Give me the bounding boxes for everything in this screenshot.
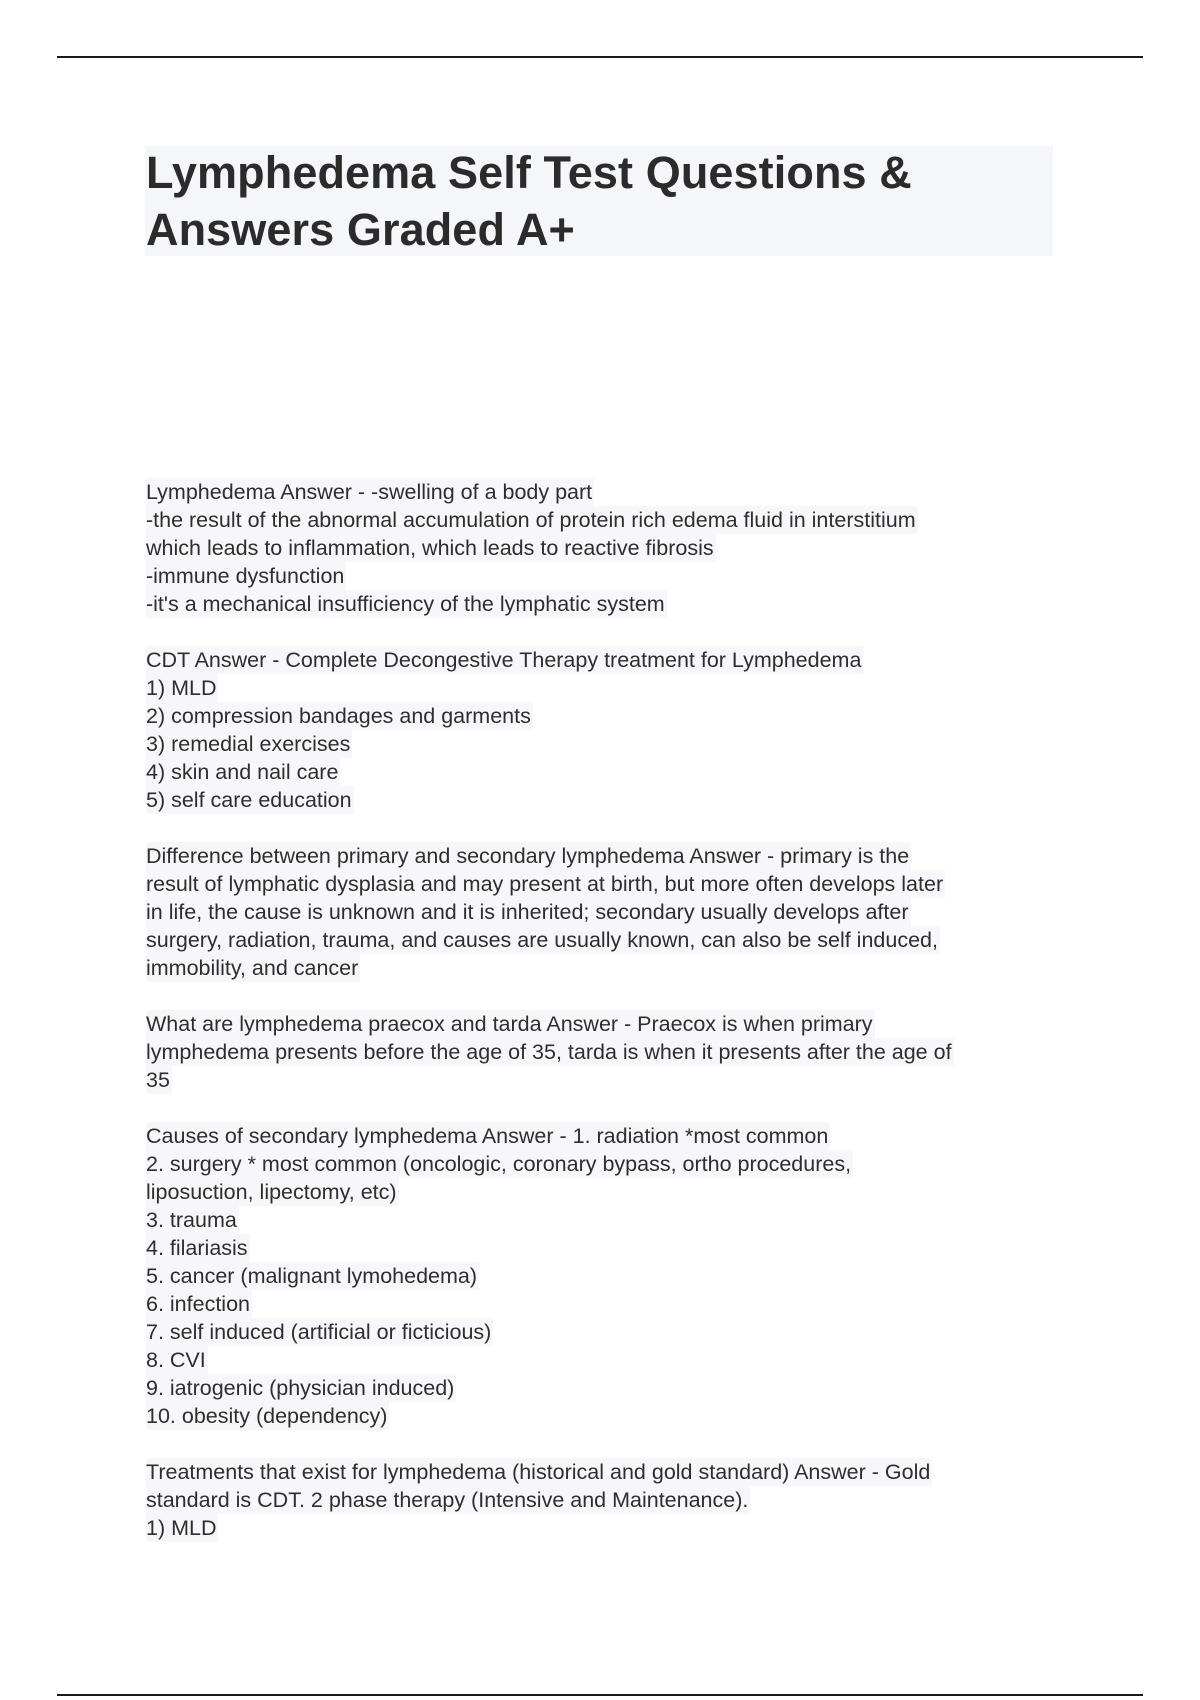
- qa-item-lymphedema: [146, 478, 1066, 618]
- qa-line: Treatments that exist for lymphedema (historical and gold standard) Answer - Gold: [146, 1460, 931, 1484]
- qa-item-cdt: [146, 646, 1066, 814]
- qa-line: -the result of the abnormal accumulation of protein rich edema fluid in interstitium: [146, 508, 916, 532]
- qa-line: CDT Answer - Complete Decongestive Therapy treatment for Lymphedema: [146, 648, 862, 672]
- qa-item-causes-secondary: [146, 1122, 1066, 1430]
- qa-line: 5. cancer (malignant lymohedema): [146, 1264, 478, 1288]
- qa-line: 4. filariasis: [146, 1236, 248, 1260]
- qa-line: which leads to inflammation, which leads to reactive fibrosis: [146, 536, 714, 560]
- title-line-2: Answers Graded A+: [146, 204, 575, 255]
- qa-line: Difference between primary and secondary lymphedema Answer - primary is the: [146, 844, 910, 868]
- qa-line: 3. trauma: [146, 1208, 237, 1232]
- qa-item-praecox-tarda: [146, 1010, 1066, 1094]
- qa-line: 8. CVI: [146, 1348, 206, 1372]
- qa-line: result of lymphatic dysplasia and may present at birth, but more often develops later: [146, 872, 944, 896]
- qa-line: 35: [146, 1068, 170, 1092]
- qa-line: 2) compression bandages and garments: [146, 704, 531, 728]
- qa-line: 10. obesity (dependency): [146, 1404, 388, 1428]
- qa-line: 5) self care education: [146, 788, 352, 812]
- qa-line: 1) MLD: [146, 676, 217, 700]
- qa-line: standard is CDT. 2 phase therapy (Intensive and Maintenance).: [146, 1488, 749, 1512]
- title-line-1: Lymphedema Self Test Questions &: [146, 147, 912, 198]
- top-rule: [57, 56, 1143, 58]
- qa-line: 1) MLD: [146, 1516, 217, 1540]
- qa-item-primary-secondary: [146, 842, 1066, 982]
- qa-line: -it's a mechanical insufficiency of the lymphatic system: [146, 592, 665, 616]
- qa-line: Lymphedema Answer - -swelling of a body part: [146, 480, 593, 504]
- qa-line: immobility, and cancer: [146, 956, 359, 980]
- qa-line: 4) skin and nail care: [146, 760, 339, 784]
- qa-line: surgery, radiation, trauma, and causes are usually known, can also be self induced,: [146, 928, 938, 952]
- bottom-rule: [57, 1694, 1143, 1696]
- qa-line: in life, the cause is unknown and it is inherited; secondary usually develops after: [146, 900, 909, 924]
- qa-line: What are lymphedema praecox and tarda Answer - Praecox is when primary: [146, 1012, 873, 1036]
- qa-line: 2. surgery * most common (oncologic, coronary bypass, ortho procedures,: [146, 1152, 852, 1176]
- qa-content: [146, 478, 1066, 1570]
- qa-line: liposuction, lipectomy, etc): [146, 1180, 397, 1204]
- qa-line: lymphedema presents before the age of 35, tarda is when it presents after the age of: [146, 1040, 952, 1064]
- qa-line: Causes of secondary lymphedema Answer - 1. radiation *most common: [146, 1124, 829, 1148]
- qa-line: 9. iatrogenic (physician induced): [146, 1376, 455, 1400]
- qa-item-treatments: [146, 1458, 1066, 1542]
- qa-line: 6. infection: [146, 1292, 250, 1316]
- qa-line: -immune dysfunction: [146, 564, 345, 588]
- document-title: [146, 144, 1046, 258]
- qa-line: 3) remedial exercises: [146, 732, 351, 756]
- qa-line: 7. self induced (artificial or ficticious): [146, 1320, 492, 1344]
